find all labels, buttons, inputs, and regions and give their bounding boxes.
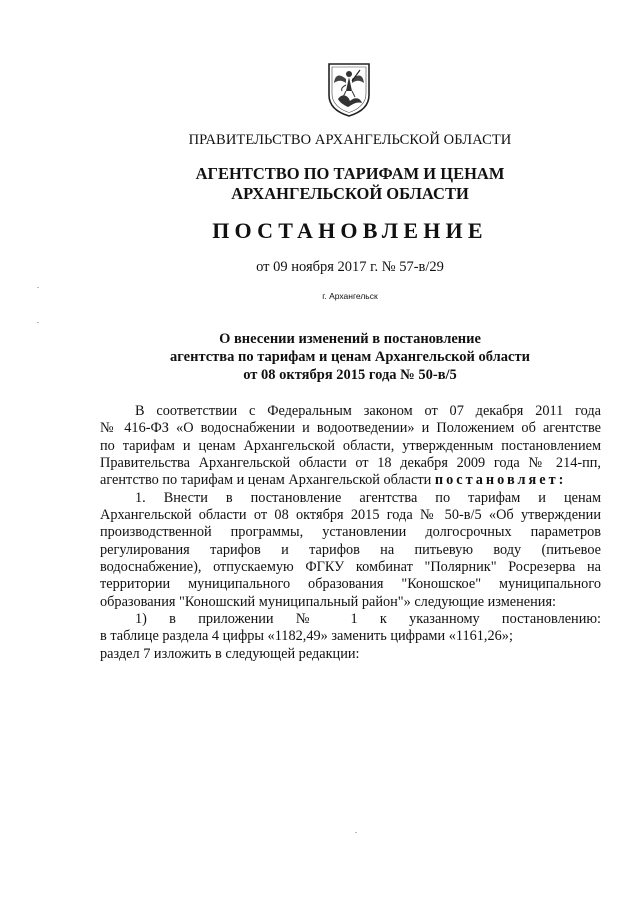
archangel-emblem-icon [326,61,372,117]
paragraph-1-line-3: по тарифам и ценам Архангельской области, утвержденным постановлением [100,437,601,454]
date-and-number: от 09 ноября 2017 г. № 57-в/29 [256,259,444,275]
paragraph-2-line-5: водоснабжение), отпускаемую ФГКУ комбинат "Полярник" Росрезерва на [100,559,601,576]
agency-name [0,164,640,204]
paragraph-1-line-4: Правительства Архангельской области от 18 декабря 2009 года № 214-пп, [100,455,601,472]
paragraph-2-line-4: регулирования тарифов и тарифов на питьевую воду (питьевое [100,541,601,558]
paragraph-1-line-5 [100,472,601,489]
document-title [0,330,640,384]
title-line3: от 08 октября 2015 года № 50-в/5 [243,367,457,383]
government-name: ПРАВИТЕЛЬСТВО АРХАНГЕЛЬСКОЙ ОБЛАСТИ [188,132,512,148]
paragraph-2-line-6: территории муниципального образования "Коношское" муниципального [100,576,601,593]
scan-speck [37,287,39,288]
paragraph-3-line-2: в таблице раздела 4 цифры «1182,49» заменить цифрами «1161,26»; [100,628,513,645]
agency-name-line1: АГЕНТСТВО ПО ТАРИФАМ И ЦЕНАМ [195,164,505,183]
title-line2: агентства по тарифам и ценам Архангельской области [170,349,530,365]
paragraph-2-line-1: 1. Внести в постановление агентства по тарифам и ценам [135,489,601,506]
paragraph-1-line-5-text: агентство по тарифам и ценам Архангельской области [100,472,432,489]
agency-name-line2: АРХАНГЕЛЬСКОЙ ОБЛАСТИ [231,184,469,203]
coat-of-arms-emblem [326,61,372,117]
city-name: г. Архангельск [322,291,378,301]
paragraph-1-line-1: В соответствии с Федеральным законом от 07 декабря 2011 года [135,403,601,419]
paragraph-2-line-2: Архангельской области от 08 октября 2015 года № 50-в/5 «Об утверждении [100,507,601,524]
title-line1: О внесении изменений в постановление [219,331,481,347]
document-type: ПОСТАНОВЛЕНИЕ [212,218,488,243]
paragraph-2-line-3: производственной программы, установлении долгосрочных параметров [100,524,601,541]
paragraph-3-line-3: раздел 7 изложить в следующей редакции: [100,645,360,662]
decree-keyword: постановляет: [434,472,567,489]
paragraph-1-line-2: № 416-ФЗ «О водоснабжении и водоотведении» и Положением об агентстве [100,420,601,437]
scan-speck [355,832,357,833]
paragraph-2-line-7: образования "Коношский муниципальный район"» следующие изменения: [100,593,556,610]
scan-speck [37,322,39,323]
document-body [100,403,601,663]
paragraph-3-line-1: 1) в приложении № 1 к указанному постановлению: [135,611,601,628]
